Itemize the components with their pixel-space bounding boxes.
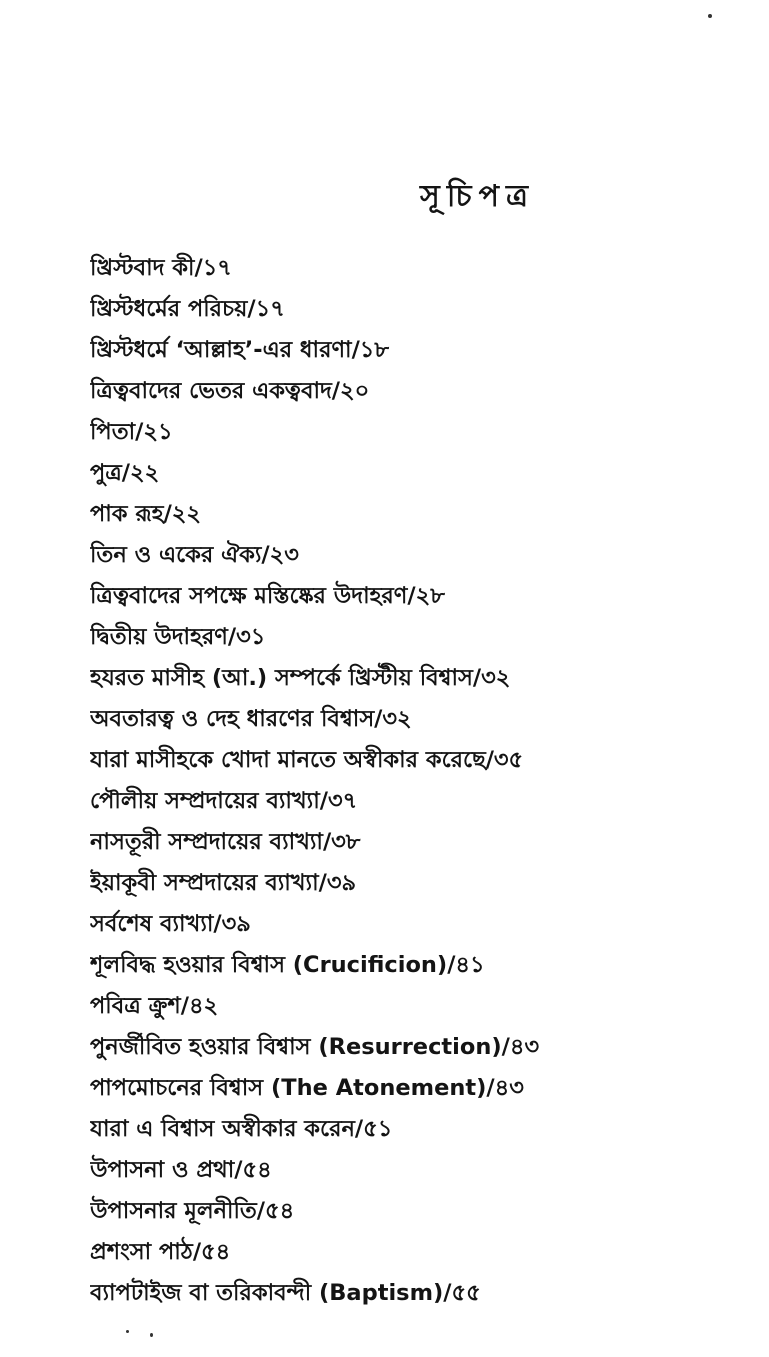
toc-entry: পৌলীয় সম্প্রদায়ের ব্যাখ্যা/৩৭ — [90, 788, 358, 814]
toc-entry: উপাসনা ও প্রথা/৫৪ — [90, 1157, 272, 1183]
toc-entry: পিতা/২১ — [90, 419, 173, 445]
toc-entry: পবিত্র ক্রুশ/৪২ — [90, 993, 219, 1019]
page-title: সূচিপত্র — [420, 179, 535, 214]
scan-speck — [126, 1330, 129, 1333]
toc-entry: খ্রিস্টধর্মের পরিচয়/১৭ — [90, 296, 285, 322]
toc-entry: খ্রিস্টবাদ কী/১৭ — [90, 255, 232, 281]
toc-entry: ত্রিত্ববাদের ভেতর একত্ববাদ/২০ — [90, 378, 370, 404]
toc-entry: যারা মাসীহকে খোদা মানতে অস্বীকার করেছে/৩৫ — [90, 747, 524, 773]
toc-entry: শূলবিদ্ধ হওয়ার বিশ্বাস (Crucificion)/৪১ — [90, 952, 485, 978]
toc-entry: তিন ও একের ঐক্য/২৩ — [90, 542, 299, 568]
toc-entry: দ্বিতীয় উদাহরণ/৩১ — [90, 624, 266, 650]
toc-entry: ব্যাপটাইজ বা তরিকাবন্দী (Baptism)/৫৫ — [90, 1280, 481, 1306]
toc-entry: পুনর্জীবিত হওয়ার বিশ্বাস (Resurrection)/৪৩ — [90, 1034, 540, 1060]
toc-entry: পাপমোচনের বিশ্বাস (The Atonement)/৪৩ — [90, 1075, 524, 1101]
toc-entry: ত্রিত্ববাদের সপক্ষে মস্তিষ্কের উদাহরণ/২৮ — [90, 583, 445, 609]
toc-entry: হযরত মাসীহ (আ.) সম্পর্কে খ্রিস্টীয় বিশ্বাস/৩২ — [90, 665, 511, 691]
toc-entry: প্রশংসা পাঠ/৫৪ — [90, 1239, 231, 1265]
toc-entry: নাসতূরী সম্প্রদায়ের ব্যাখ্যা/৩৮ — [90, 829, 361, 855]
toc-entry: যারা এ বিশ্বাস অস্বীকার করেন/৫১ — [90, 1116, 393, 1142]
scan-speck — [150, 1333, 153, 1337]
scan-speck — [708, 14, 712, 18]
toc-entry: উপাসনার মূলনীতি/৫৪ — [90, 1198, 295, 1224]
toc-entry: পাক রূহ/২২ — [90, 501, 202, 527]
toc-entry: সর্বশেষ ব্যাখ্যা/৩৯ — [90, 911, 251, 937]
toc-entry: ইয়াকূবী সম্প্রদায়ের ব্যাখ্যা/৩৯ — [90, 870, 357, 896]
toc-entry: অবতারত্ব ও দেহ ধারণের বিশ্বাস/৩২ — [90, 706, 412, 732]
table-of-contents — [90, 248, 750, 1314]
toc-entry: খ্রিস্টধর্মে ‘আল্লাহ’-এর ধারণা/১৮ — [90, 337, 389, 363]
toc-entry: পুত্র/২২ — [90, 460, 160, 486]
